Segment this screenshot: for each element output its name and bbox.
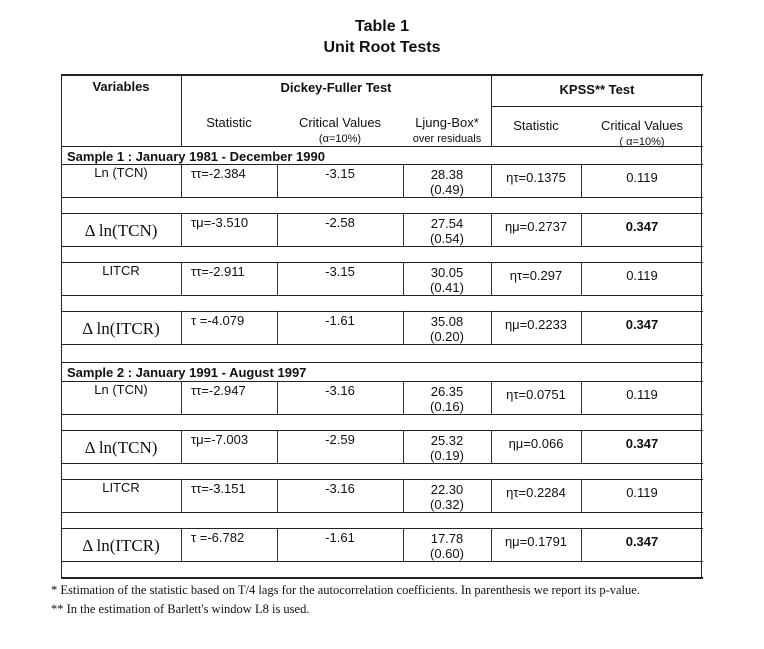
header-kpss-alpha: ( α=10%): [619, 136, 665, 148]
cell-variable: Ln (TCN): [94, 165, 148, 180]
cell-kpss-critical-value: 0.347: [625, 534, 659, 549]
cell-ljung-box-pvalue: (0.16): [430, 399, 464, 414]
cell-ljung-box-pvalue: (0.32): [430, 497, 464, 512]
cell-ljung-box-value: 27.54: [430, 216, 464, 231]
cell-kpss-critical-value: 0.119: [626, 387, 658, 402]
table-title: [0, 16, 764, 58]
cell-ljung-box-value: 25.32: [430, 433, 464, 448]
cell-ljung-box-value: 22.30: [430, 482, 464, 497]
cell-kpss-critical-value: 0.119: [626, 485, 658, 500]
cell-variable: Δ ln(ITCR): [82, 319, 160, 338]
cell-df-statistic: τμ=-7.003: [191, 432, 249, 447]
header-df-alpha: (α=10%): [318, 133, 362, 145]
header-kpss: KPSS** Test: [559, 82, 635, 97]
cell-kpss-statistic: ητ=0.0751: [506, 387, 566, 402]
header-over-residuals: over residuals: [412, 133, 482, 145]
cell-kpss-statistic: ημ=0.2233: [504, 317, 568, 332]
cell-df-statistic: ττ=-2.911: [191, 264, 245, 279]
cell-variable: LITCR: [102, 480, 140, 495]
cell-variable: Δ ln(TCN): [84, 221, 158, 240]
cell-kpss-statistic: ητ=0.1375: [506, 170, 566, 185]
header-kpss-critical-values: Critical Values: [600, 118, 684, 133]
cell-ljung-box-pvalue: (0.19): [430, 448, 464, 463]
cell-kpss-critical-value: 0.119: [626, 268, 658, 283]
header-ljung-box: Ljung-Box*: [415, 115, 479, 130]
cell-kpss-statistic: ημ=0.1791: [504, 534, 568, 549]
cell-df-critical-value: -3.16: [325, 383, 355, 398]
cell-ljung-box-value: 17.78: [430, 531, 464, 546]
cell-ljung-box-value: 35.08: [430, 314, 464, 329]
footnote-ljung-box: * Estimation of the statistic based on T/4 lags for the autocorrelation coefficients. In parenthesis we report its p-value.: [51, 583, 640, 597]
cell-kpss-critical-value: 0.119: [626, 170, 658, 185]
cell-ljung-box-value: 30.05: [430, 265, 464, 280]
cell-df-critical-value: -2.59: [325, 432, 355, 447]
cell-kpss-statistic: ημ=0.066: [508, 436, 564, 451]
header-df-critical-values: Critical Values: [298, 115, 382, 130]
cell-df-statistic: ττ=-3.151: [191, 481, 246, 496]
cell-df-statistic: τ =-4.079: [191, 313, 245, 328]
cell-kpss-critical-value: 0.347: [625, 317, 659, 332]
cell-ljung-box-pvalue: (0.20): [430, 329, 464, 344]
footnote-kpss: ** In the estimation of Barlett's window L8 is used.: [51, 602, 310, 616]
cell-ljung-box-pvalue: (0.41): [430, 280, 464, 295]
cell-df-statistic: τ =-6.782: [191, 530, 245, 545]
cell-variable: Δ ln(TCN): [84, 438, 158, 457]
cell-df-critical-value: -3.16: [325, 481, 355, 496]
unit-root-table: [61, 74, 703, 579]
table-number: Table 1: [355, 18, 409, 35]
cell-variable: LITCR: [102, 263, 140, 278]
cell-df-critical-value: -3.15: [325, 166, 355, 181]
header-df-statistic: Statistic: [206, 115, 252, 130]
cell-kpss-statistic: ητ=0.2284: [506, 485, 566, 500]
cell-df-statistic: τμ=-3.510: [191, 215, 249, 230]
header-kpss-statistic: Statistic: [513, 118, 559, 133]
cell-kpss-critical-value: 0.347: [625, 436, 659, 451]
cell-ljung-box-pvalue: (0.49): [430, 182, 464, 197]
cell-df-critical-value: -1.61: [325, 530, 355, 545]
table-notes: [51, 582, 711, 617]
cell-df-statistic: ττ=-2.947: [191, 383, 246, 398]
cell-kpss-statistic: ημ=0.2737: [504, 219, 568, 234]
header-variables: Variables: [92, 79, 150, 94]
table-subtitle: Unit Root Tests: [323, 39, 441, 56]
cell-kpss-statistic: ητ=0.297: [509, 268, 563, 283]
cell-kpss-critical-value: 0.347: [625, 219, 659, 234]
cell-ljung-box-pvalue: (0.60): [430, 546, 464, 561]
header-dickey-fuller: Dickey-Fuller Test: [280, 80, 392, 95]
sample-2-label: Sample 2 : January 1991 - August 1997: [67, 365, 307, 380]
sample-1-label: Sample 1 : January 1981 - December 1990: [67, 149, 325, 164]
cell-variable: Δ ln(ITCR): [82, 536, 160, 555]
cell-ljung-box-pvalue: (0.54): [430, 231, 464, 246]
cell-ljung-box-value: 26.35: [430, 384, 464, 399]
cell-df-statistic: ττ=-2.384: [191, 166, 246, 181]
cell-df-critical-value: -1.61: [325, 313, 355, 328]
cell-ljung-box-value: 28.38: [430, 167, 464, 182]
cell-df-critical-value: -2.58: [325, 215, 355, 230]
cell-variable: Ln (TCN): [94, 382, 148, 397]
cell-df-critical-value: -3.15: [325, 264, 355, 279]
